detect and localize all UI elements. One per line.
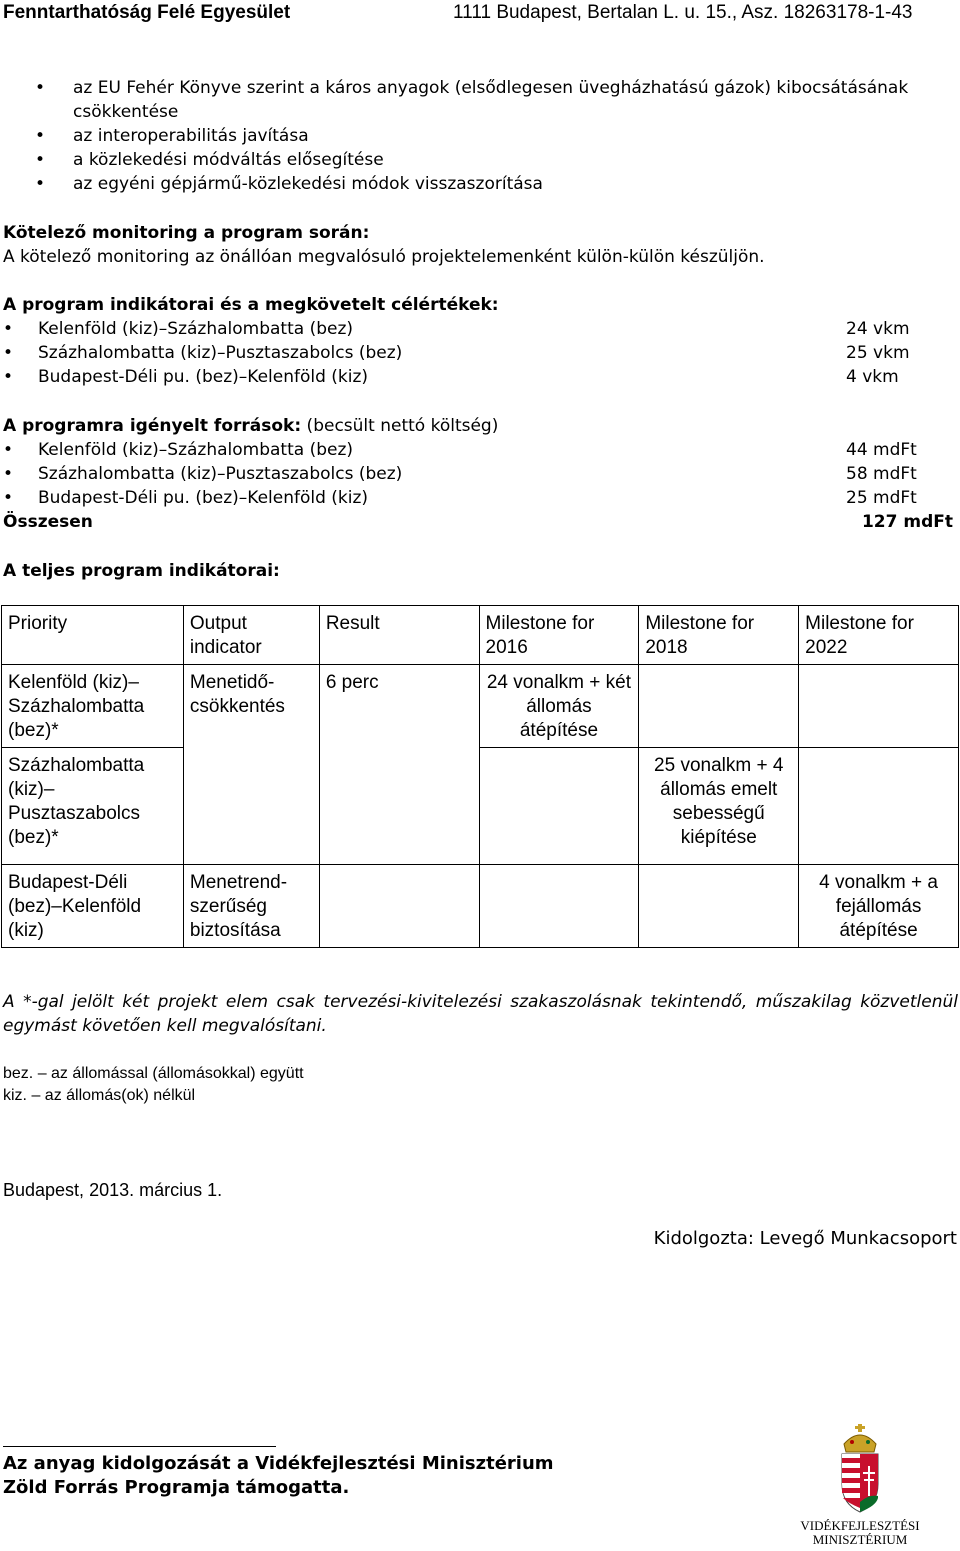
list-item: • Százhalombatta (kiz)–Pusztaszabolcs (bez) 25 vkm bbox=[3, 341, 958, 365]
cell-priority: Százhalombatta (kiz)– Pusztaszabolcs (bez)* bbox=[2, 748, 184, 865]
asterisk-note: A *-gal jelölt két projekt elem csak tervezési-kivitelezési szakaszolásnak tekintendő, műszakilag közvetlenül egymást követően kell megvalósítani. bbox=[3, 992, 958, 1036]
svg-text:VIDÉKFEJLESZTÉSI: VIDÉKFEJLESZTÉSI bbox=[800, 1518, 920, 1533]
table-row bbox=[2, 748, 959, 865]
abbreviation-legend bbox=[3, 1063, 304, 1107]
cell-output: Menetrend-szerűség biztosítása bbox=[183, 865, 319, 948]
hungarian-coat-of-arms-icon bbox=[790, 1424, 930, 1546]
table-header-row bbox=[2, 606, 959, 665]
page-header bbox=[3, 0, 958, 34]
cell-2018 bbox=[639, 865, 799, 948]
col-header-2016: Milestone for 2016 bbox=[479, 606, 639, 665]
cell-result bbox=[319, 865, 479, 948]
list-item: • Budapest-Déli pu. (bez)–Kelenföld (kiz) 4 vkm bbox=[3, 365, 958, 389]
list-item: • az egyéni gépjármű-közlekedési módok visszaszorítása bbox=[3, 172, 958, 196]
table-row bbox=[2, 865, 959, 948]
list-item: • a közlekedési módváltás elősegítése bbox=[3, 148, 958, 172]
cell-priority: Kelenföld (kiz)– Százhalombatta (bez)* bbox=[2, 665, 184, 748]
legend-line: kiz. – az állomás(ok) nélkül bbox=[3, 1087, 196, 1104]
targets-heading: A program indikátorai és a megkövetelt célértékek: bbox=[3, 295, 499, 315]
goals-list bbox=[3, 76, 958, 196]
resources-heading: A programra igényelt források: (becsült nettó költség) bbox=[3, 416, 499, 436]
list-item: • Százhalombatta (kiz)–Pusztaszabolcs (bez) 58 mdFt bbox=[3, 462, 958, 486]
organization-address: 1111 Budapest, Bertalan L. u. 15., Asz. 18263178-1-43 bbox=[453, 2, 913, 23]
cell-2016: 24 vonalkm + két állomás átépítése bbox=[479, 665, 639, 748]
indicators-table bbox=[1, 605, 959, 948]
table-row bbox=[2, 665, 959, 748]
col-header-output: Output indicator bbox=[183, 606, 319, 665]
resources-section bbox=[3, 414, 958, 534]
list-item: • az interoperabilitás javítása bbox=[3, 124, 958, 148]
cell-output: Menetidő-csökkentés bbox=[183, 665, 319, 748]
cell-2016 bbox=[479, 748, 639, 865]
cell-2018: 25 vonalkm + 4 állomás emelt sebességű kiépítése bbox=[639, 748, 799, 865]
cell-output bbox=[183, 748, 319, 865]
document-date: Budapest, 2013. március 1. bbox=[3, 1180, 223, 1200]
col-header-2022: Milestone for 2022 bbox=[799, 606, 959, 665]
cell-2018 bbox=[639, 665, 799, 748]
col-header-2018: Milestone for 2018 bbox=[639, 606, 799, 665]
organization-name: Fenntarthatóság Felé Egyesület bbox=[3, 2, 291, 23]
list-item: • Kelenföld (kiz)–Százhalombatta (bez) 24 vkm bbox=[3, 317, 958, 341]
list-item: • az EU Fehér Könyve szerint a káros anyagok (elsődlegesen üvegházhatású gázok) kibocsátásának csökkentése bbox=[3, 76, 958, 124]
cell-2022 bbox=[799, 748, 959, 865]
monitoring-heading: Kötelező monitoring a program során: bbox=[3, 223, 370, 243]
list-item: • Budapest-Déli pu. (bez)–Kelenföld (kiz) 25 mdFt bbox=[3, 486, 958, 510]
cell-priority: Budapest-Déli (bez)–Kelenföld (kiz) bbox=[2, 865, 184, 948]
resources-total: Összesen 127 mdFt bbox=[3, 512, 953, 532]
targets-section bbox=[3, 293, 958, 389]
indicators-heading: A teljes program indikátorai: bbox=[3, 561, 280, 581]
col-header-priority: Priority bbox=[2, 606, 184, 665]
footnote-rule bbox=[3, 1446, 276, 1447]
document-author: Kidolgozta: Levegő Munkacsoport bbox=[653, 1228, 957, 1249]
cell-2016 bbox=[479, 865, 639, 948]
col-header-result: Result bbox=[319, 606, 479, 665]
cell-result: 6 perc bbox=[319, 665, 479, 748]
monitoring-text: A kötelező monitoring az önállóan megvalósuló projektelemenként külön-külön készüljön. bbox=[3, 247, 765, 267]
svg-text:MINISZTÉRIUM: MINISZTÉRIUM bbox=[812, 1532, 908, 1546]
cell-result bbox=[319, 748, 479, 865]
cell-2022 bbox=[799, 665, 959, 748]
cell-2022: 4 vonalkm + a fejállomás átépítése bbox=[799, 865, 959, 948]
legend-line: bez. – az állomással (állomásokkal) együtt bbox=[3, 1065, 304, 1082]
list-item: • Kelenföld (kiz)–Százhalombatta (bez) 44 mdFt bbox=[3, 438, 958, 462]
footer-support-note: Az anyag kidolgozását a Vidékfejlesztési Minisztérium Zöld Forrás Programja támogatta. bbox=[3, 1453, 554, 1498]
ministry-logo bbox=[790, 1424, 930, 1546]
monitoring-section bbox=[3, 221, 958, 269]
